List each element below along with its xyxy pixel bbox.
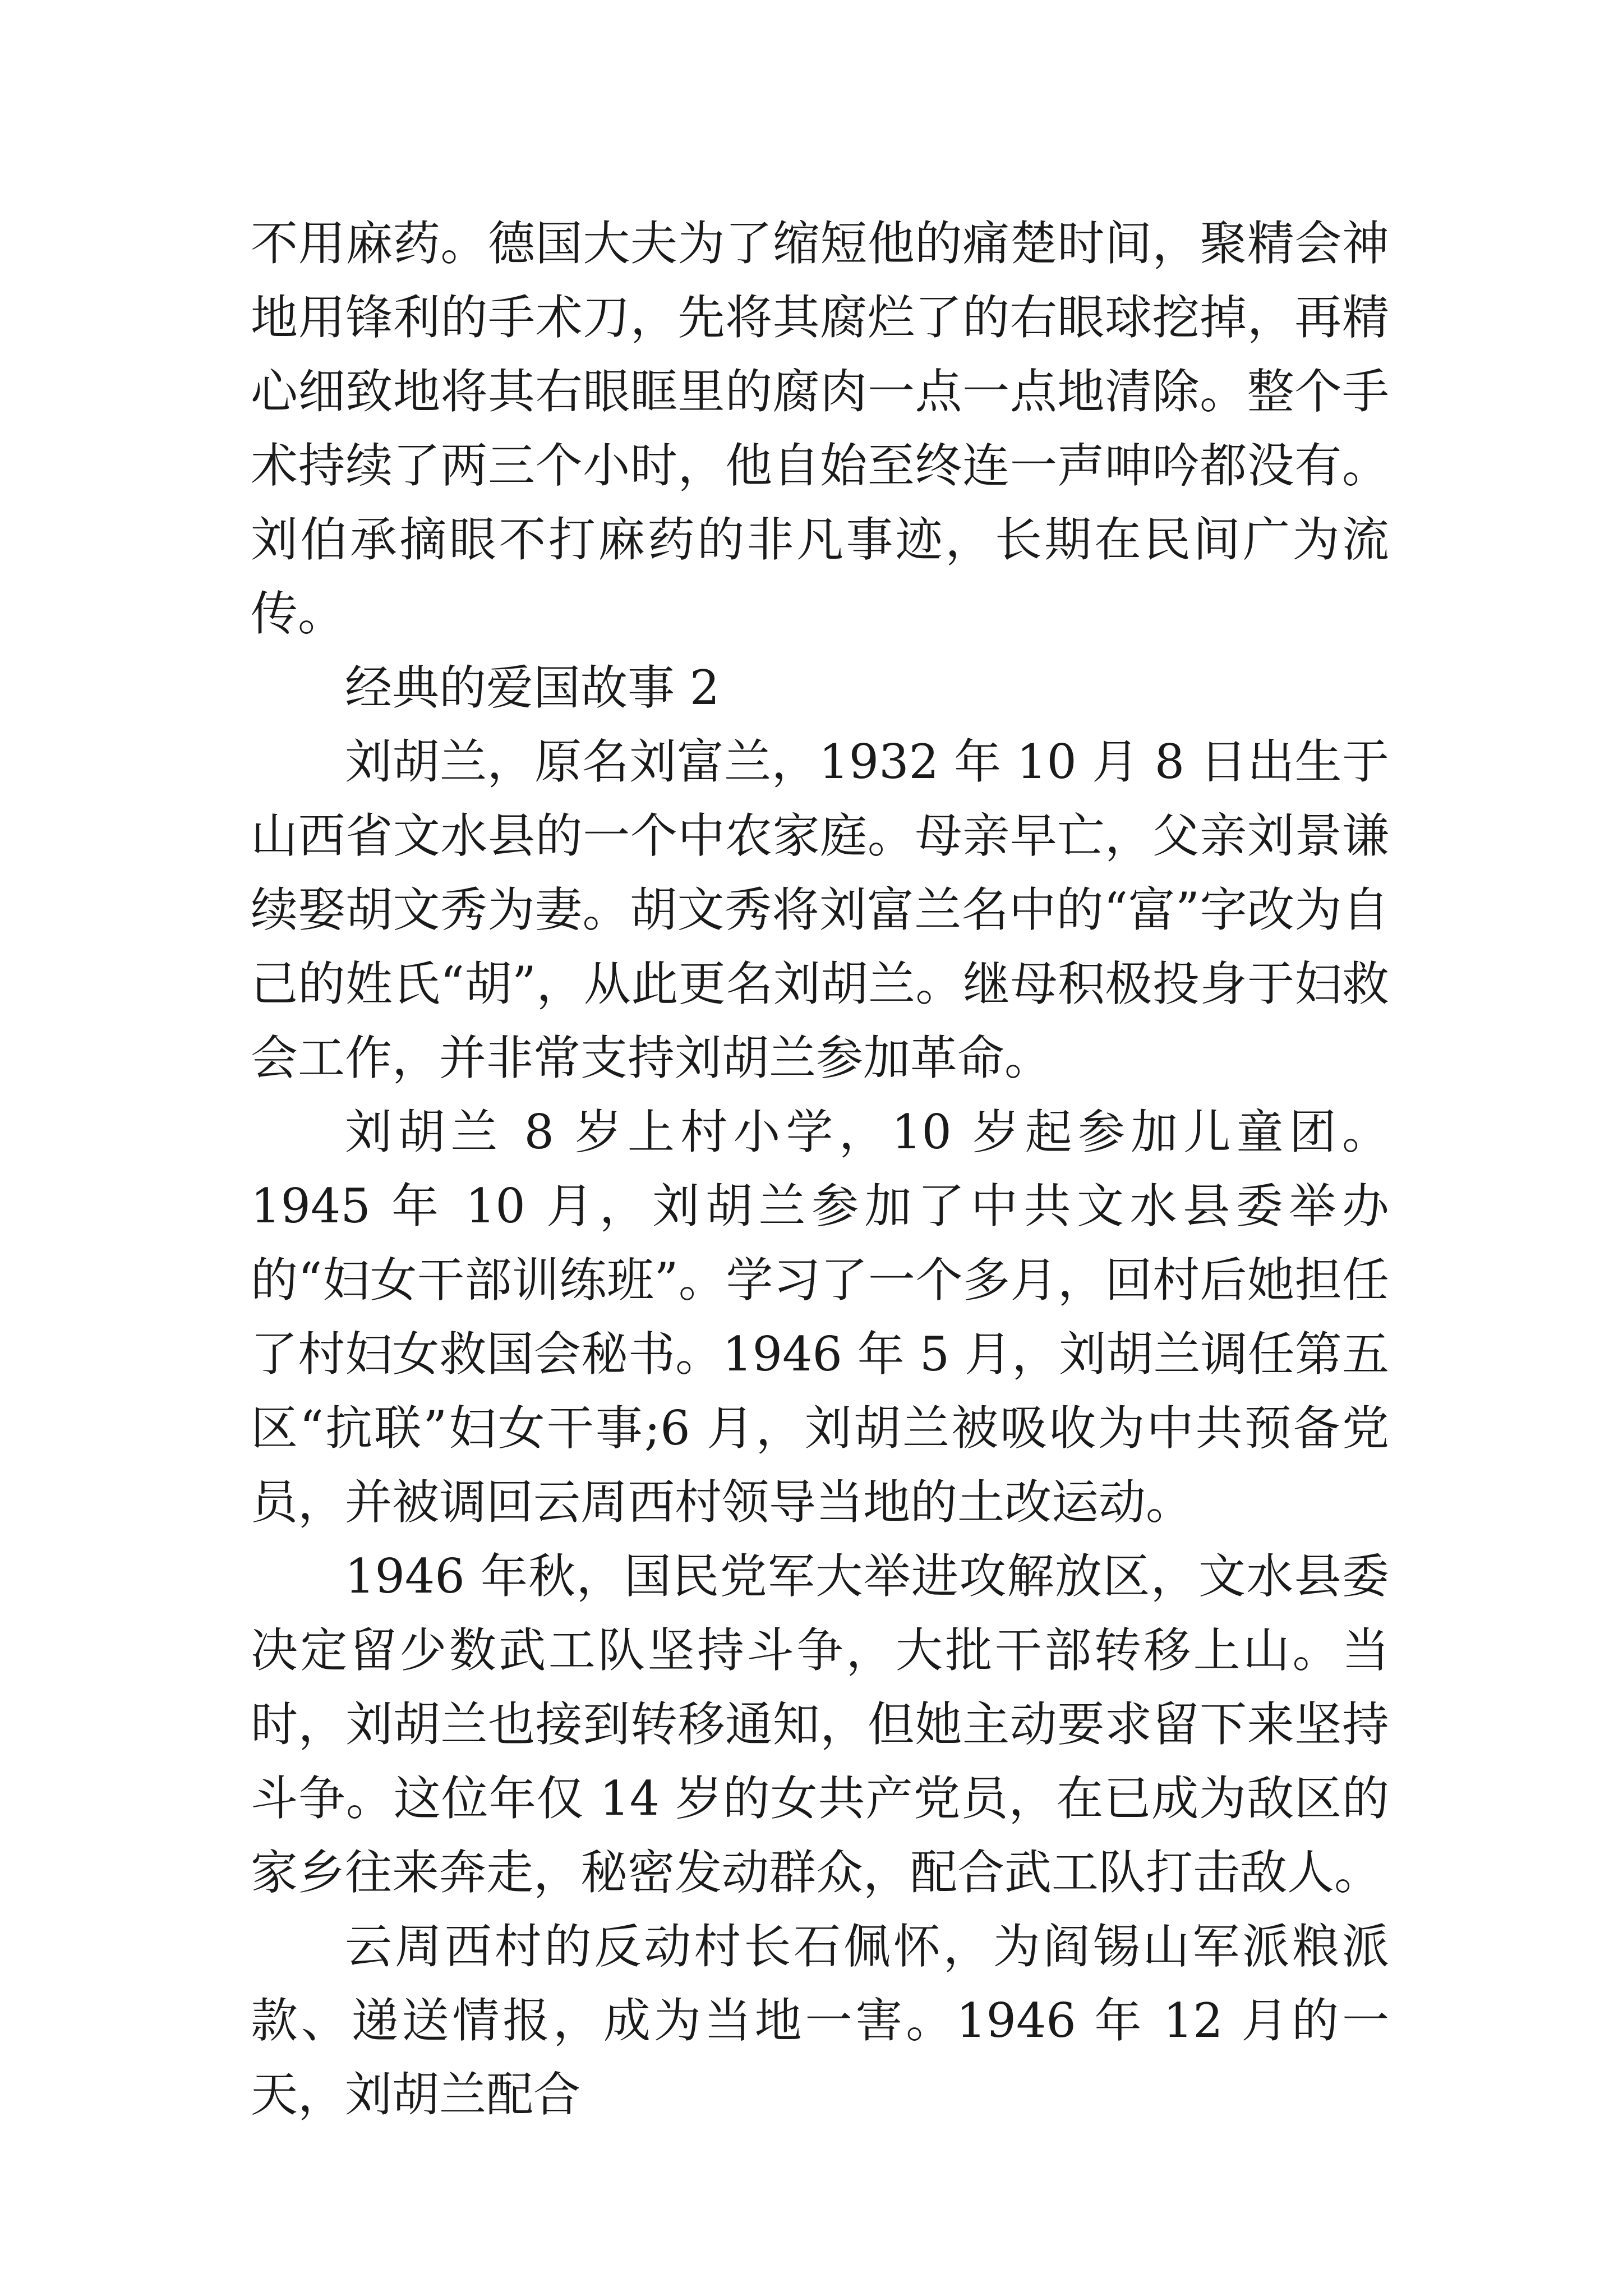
paragraph-shi-peihuai: 云周西村的反动村长石佩怀，为阎锡山军派粮派款、递送情报，成为当地一害。1946 年 12 月的一天，刘胡兰配合 (251, 1919, 1389, 2122)
paragraph-liu-hulan-school: 刘胡兰 8 岁上村小学，10 岁起参加儿童团。1945 年 10 月，刘胡兰参加了中共文水县委举办的“妇女干部训练班”。学习了一个多月，回村后她担任了村妇女救国会秘书。1946 年 5 月，刘胡兰调任第五区“抗联”妇女干事;6 月，刘胡兰被吸收为中共预备党员，并被调回云周西村领导当地的土改运动。 (251, 1105, 1389, 1530)
paragraph-continued: 不用麻药。德国大夫为了缩短他的痛楚时间，聚精会神地用锋利的手术刀，先将其腐烂了的右眼球挖掉，再精心细致地将其右眼眶里的腐肉一点一点地清除。整个手术持续了两三个小时，他自始至终连一声呻吟都没有。刘伯承摘眼不打麻药的非凡事迹，长期在民间广为流传。 (251, 216, 1389, 641)
paragraph-liu-hulan-origin: 刘胡兰，原名刘富兰，1932 年 10 月 8 日出生于山西省文水县的一个中农家庭。母亲早亡，父亲刘景谦续娶胡文秀为妻。胡文秀将刘富兰名中的“富”字改为自己的姓氏“胡”，从此更名刘胡兰。继母积极投身于妇救会工作，并非常支持刘胡兰参加革命。 (251, 734, 1389, 1085)
paragraph-liu-hulan-1946-autumn: 1946 年秋，国民党军大举进攻解放区，文水县委决定留少数武工队坚持斗争，大批干部转移上山。当时，刘胡兰也接到转移通知，但她主动要求留下来坚持斗争。这位年仅 14 岁的女共产党员，在已成为敌区的家乡往来奔走，秘密发动群众，配合武工队打击敌人。 (251, 1549, 1389, 1900)
section-heading: 经典的爱国故事 2 (345, 660, 720, 715)
document-body (251, 206, 1389, 2132)
